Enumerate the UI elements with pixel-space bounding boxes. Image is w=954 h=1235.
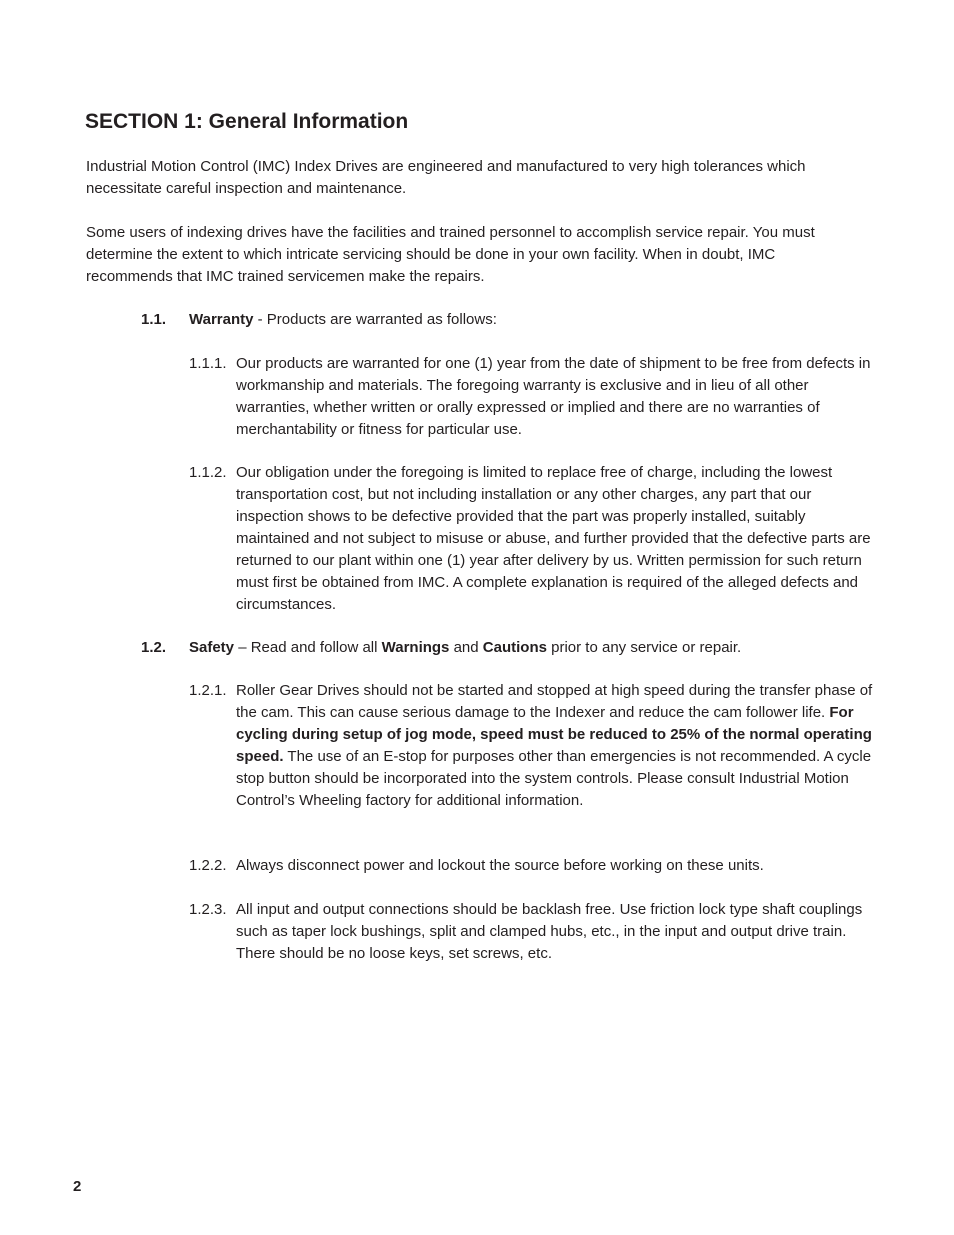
safety-item-2: [189, 855, 876, 877]
warnings-label: Warnings: [381, 639, 450, 656]
section-title: SECTION 1: General Information: [85, 110, 409, 133]
warranty-section-number: 1.1.: [141, 311, 167, 328]
safety-text-b: and: [449, 639, 483, 656]
safety-item-3: [189, 899, 876, 965]
warranty-item-1: [189, 353, 876, 441]
item-number: 1.1.2.: [189, 464, 227, 481]
warranty-item-2: [189, 462, 876, 616]
page-number: 2: [73, 1178, 82, 1195]
item-text-continued: The use of an E-stop for purposes other than emergencies is not recommended. A cycle stop button should be incorporated into the system controls. Please consult Industrial Motion Control’s Wheeling factory for additional information.: [236, 748, 872, 809]
safety-text-c: prior to any service or repair.: [546, 639, 742, 656]
warranty-heading: Warranty: [189, 311, 254, 328]
intro-paragraph-1: Industrial Motion Control (IMC) Index Drives are engineered and manufactured to very high tolerances which necessitate careful inspection and maintenance.: [86, 158, 806, 197]
intro-paragraph-2: Some users of indexing drives have the facilities and trained personnel to accomplish service repair. You must determine the extent to which intricate servicing should be done in your own facility. When in doubt, IMC recommends that IMC trained servicemen make the repairs.: [86, 224, 815, 285]
item-text: Our obligation under the foregoing is limited to replace free of charge, including the lowest transportation cost, but not including installation or any other charges, any part that our inspection shows to be defective provided that the part was properly installed, suitably maintained and not subject to misuse or abuse, and further provided that the defective parts are returned to our plant within one (1) year after delivery by us. Written permission for such return must first be obtained from IMC. A complete explanation is required of the alleged defects and circumstances.: [236, 464, 871, 613]
item-text: Our products are warranted for one (1) year from the date of shipment to be free from defects in workmanship and materials. The foregoing warranty is exclusive and in lieu of all other warranties, whether written or orally expressed or implied and there are no warranties of merchantability or fitness for particular use.: [236, 355, 871, 438]
warranty-heading-line: [141, 309, 831, 331]
item-bold-text: For cycling during setup of jog mode, speed must be reduced to 25% of the normal operating speed.: [236, 704, 872, 765]
warranty-heading-text: - Products are warranted as follows:: [253, 311, 497, 328]
item-text: Always disconnect power and lockout the source before working on these units.: [236, 857, 764, 874]
item-number: 1.2.2.: [189, 857, 227, 874]
safety-heading: Safety: [189, 639, 235, 656]
item-text: All input and output connections should be backlash free. Use friction lock type shaft couplings such as taper lock bushings, split and clamped hubs, etc., in the input and output drive train. There should be no loose keys, set screws, etc.: [236, 901, 863, 962]
item-number: 1.2.1.: [189, 682, 227, 699]
item-number: 1.1.1.: [189, 355, 227, 372]
safety-item-1: [189, 680, 876, 812]
item-text: Roller Gear Drives should not be started and stopped at high speed during the transfer phase of the cam. This can cause serious damage to the Indexer and reduce the cam follower life.: [236, 682, 873, 721]
safety-section-number: 1.2.: [141, 639, 167, 656]
safety-text-a: – Read and follow all: [234, 639, 382, 656]
cautions-label: Cautions: [482, 639, 547, 656]
item-number: 1.2.3.: [189, 901, 227, 918]
safety-heading-line: [141, 637, 831, 659]
